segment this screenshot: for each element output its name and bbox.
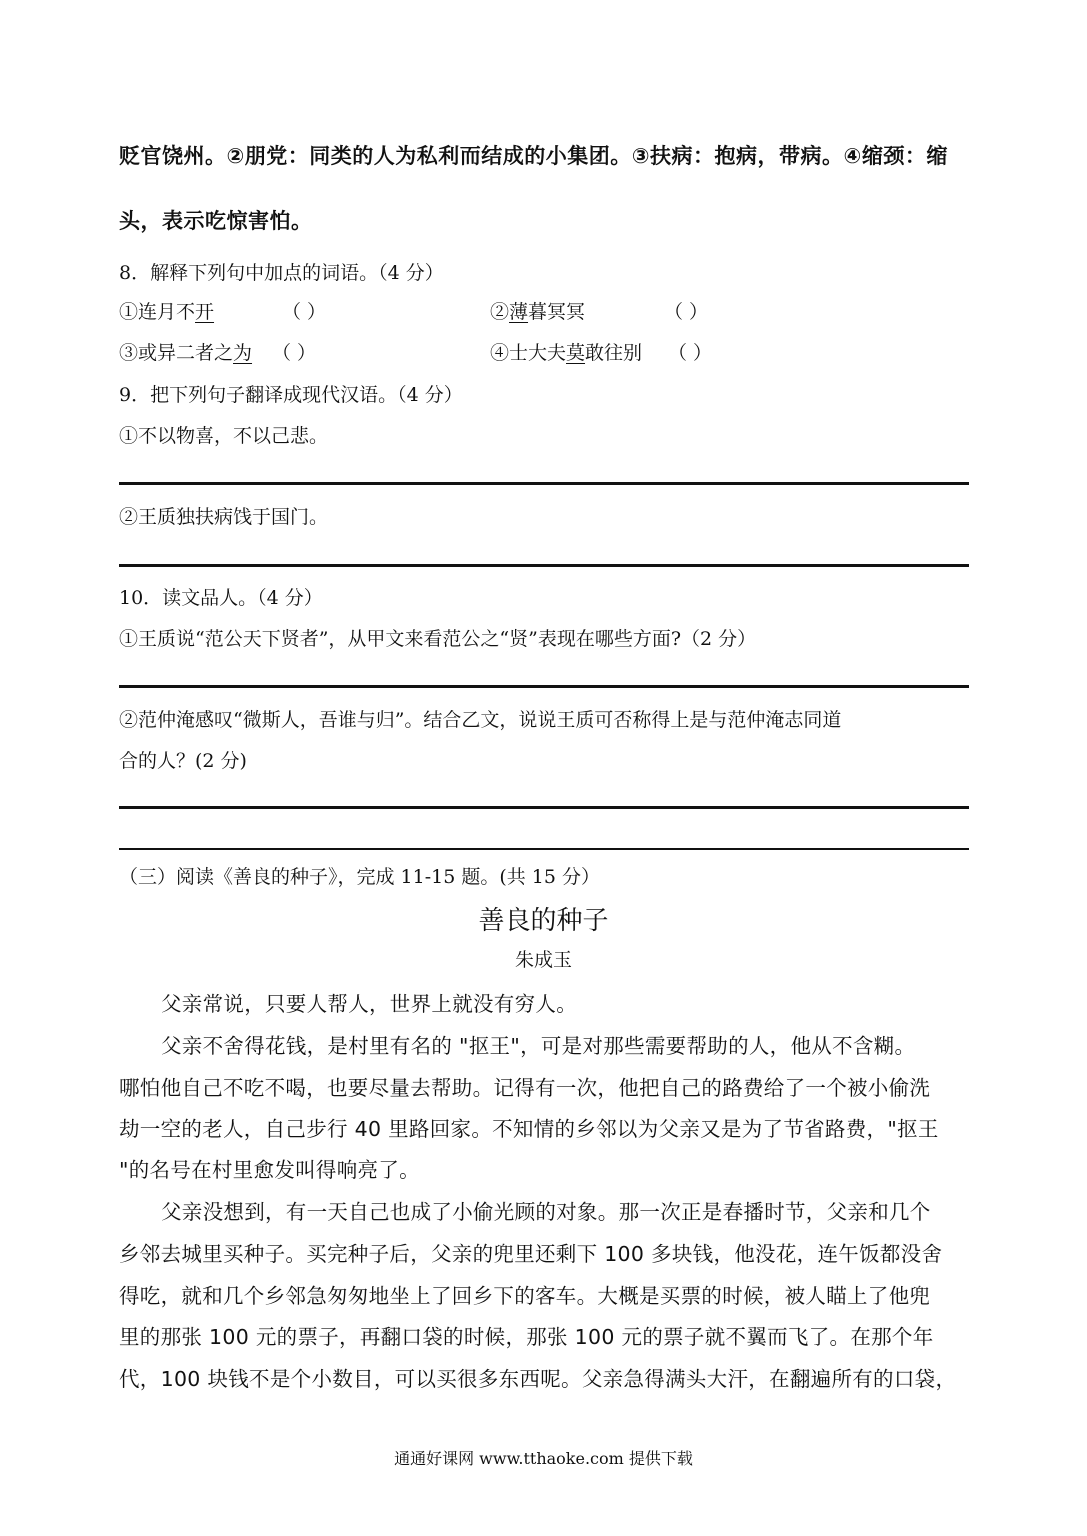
article-line-8: 得吃，就和几个乡邻急匆匆地坐上了回乡下的客车。大概是买票的时候，被人瞄上了他兜	[119, 1284, 931, 1308]
q8-item-3: ③或异二者之为	[119, 342, 253, 364]
q8-item-4: ④士大夫莫敢往别	[490, 342, 643, 364]
article-line-9: 里的那张 100 元的票子，再翻口袋的时候，那张 100 元的票子就不翼而飞了。在那个年	[119, 1325, 934, 1349]
answer-line	[119, 848, 969, 850]
q8-item-2-blank: （ ）	[664, 301, 709, 323]
question-8-prompt: 8．解释下列句中加点的词语。（4 分）	[119, 262, 444, 284]
article-line-2: 父亲不舍得花钱，是村里有名的 "抠王"，可是对那些需要帮助的人，他从不含糊。	[161, 1034, 916, 1058]
q8-item-3-blank: （ ）	[272, 342, 317, 364]
q10-sentence-2a: ②范仲淹感叹“微斯人，吾谁与归”。结合乙文，说说王质可否称得上是与范仲淹志同道	[119, 709, 842, 731]
article-line-7: 乡邻去城里买种子。买完种子后，父亲的兜里还剩下 100 多块钱，他没花，连午饭都没舍	[119, 1242, 943, 1266]
answer-line	[119, 685, 969, 688]
answer-line	[119, 806, 969, 809]
q8-item-3-key: 为	[233, 342, 253, 364]
article-line-6: 父亲没想到，有一天自己也成了小偷光顾的对象。那一次正是春播时节，父亲和几个	[161, 1200, 931, 1224]
question-10-prompt: 10．读文品人。（4 分）	[119, 587, 323, 609]
article-title: 善良的种子	[478, 906, 609, 936]
answer-line	[119, 564, 969, 567]
article-line-10: 代，100 块钱不是个小数目，可以买很多东西呢。父亲急得满头大汗，在翻遍所有的口袋，	[119, 1367, 957, 1391]
q8-item-2: ②薄暮冥冥	[490, 301, 586, 323]
q9-sentence-2: ②王质独扶病饯于国门。	[119, 506, 329, 528]
section-3-heading: （三）阅读《善良的种子》，完成 11-15 题。(共 15 分）	[119, 866, 601, 888]
article-author: 朱成玉	[514, 949, 572, 971]
question-9-prompt: 9．把下列句子翻译成现代汉语。（4 分）	[119, 384, 463, 406]
q8-item-1-blank: （ ）	[282, 301, 327, 323]
q8-item-1-key: 开	[195, 301, 215, 323]
q8-item-4-blank: （ ）	[668, 342, 713, 364]
article-line-1: 父亲常说，只要人帮人，世界上就没有穷人。	[161, 992, 577, 1016]
q8-item-2-key: 薄	[509, 301, 529, 323]
article-line-5: "的名号在村里愈发叫得响亮了。	[119, 1158, 420, 1182]
q8-item-4-key: 莫	[566, 342, 586, 364]
q10-sentence-1: ①王质说“范公天下贤者”，从甲文来看范公之“贤”表现在哪些方面?（2 分）	[119, 628, 757, 650]
annotation-line-1: 贬官饶州。②朋党：同类的人为私利而结成的小集团。③扶病：抱病，带病。④缩颈：缩	[119, 144, 948, 168]
q9-sentence-1: ①不以物喜，不以己悲。	[119, 425, 329, 447]
annotation-line-2: 头，表示吃惊害怕。	[119, 209, 313, 233]
q10-sentence-2b: 合的人？(2 分)	[119, 750, 247, 772]
article-line-4: 劫一空的老人，自己步行 40 里路回家。不知情的乡邻以为父亲又是为了节省路费，"抠王	[119, 1117, 939, 1141]
page-footer: 通通好课网 www.tthaoke.com 提供下载	[394, 1449, 693, 1468]
q8-item-1: ①连月不开	[119, 301, 215, 323]
article-line-3: 哪怕他自己不吃不喝，也要尽量去帮助。记得有一次，他把自己的路费给了一个被小偷洗	[119, 1076, 931, 1100]
answer-line	[119, 482, 969, 485]
